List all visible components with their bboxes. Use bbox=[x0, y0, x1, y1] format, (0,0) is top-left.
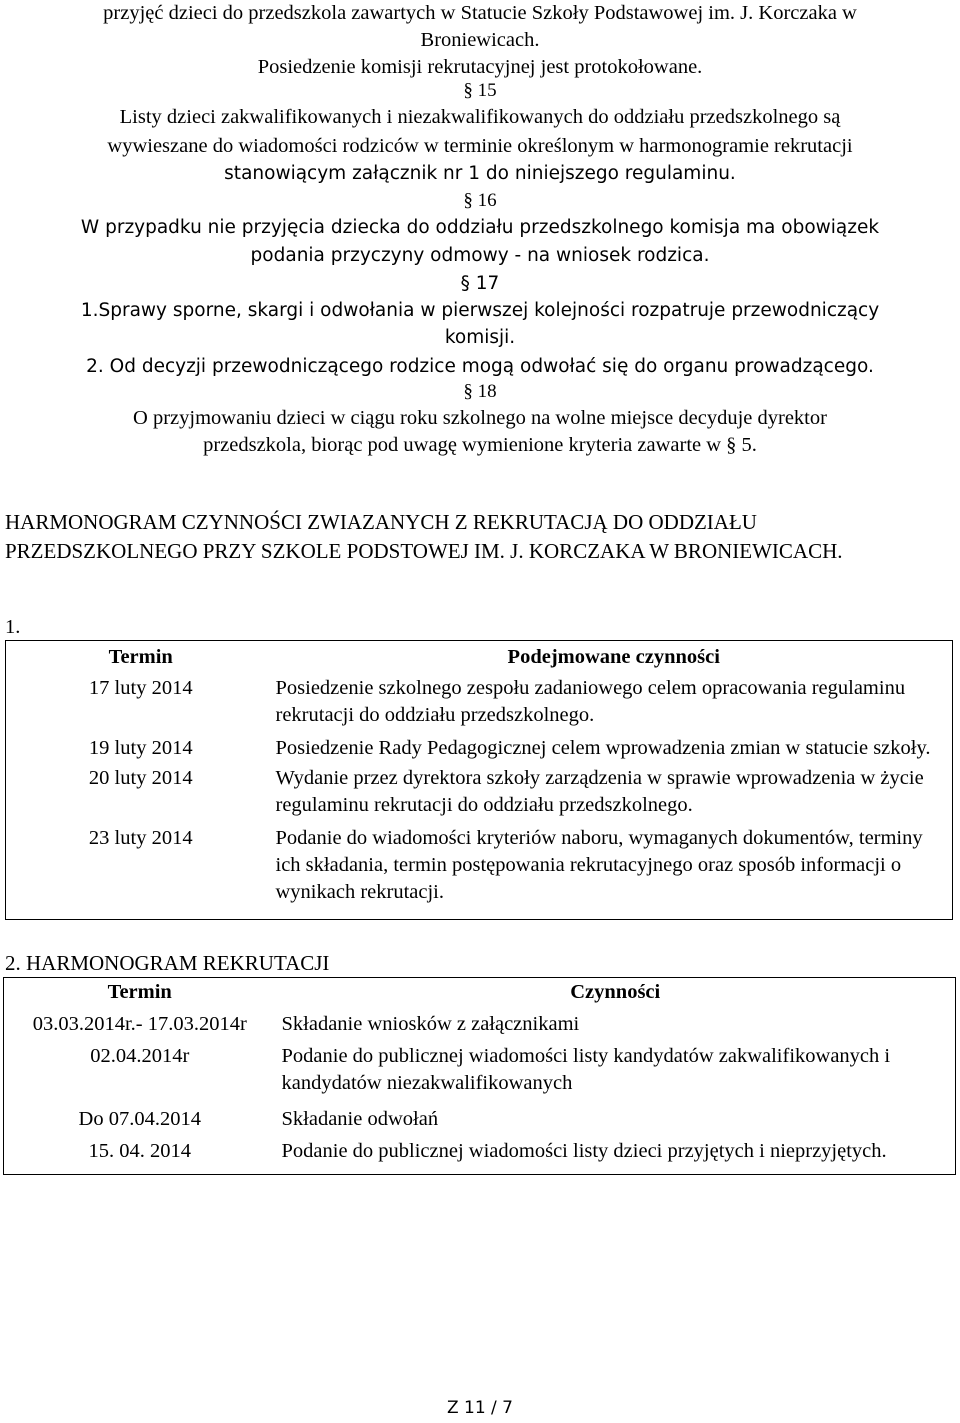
table-row bbox=[4, 1043, 956, 1106]
term-cell: 23 luty 2014 bbox=[88, 827, 193, 850]
section-16-line-2: podania przyczyny odmowy - na wniosek rodzica. bbox=[250, 245, 710, 266]
term-cell: 19 luty 2014 bbox=[88, 736, 193, 759]
section-17-line-2: komisji. bbox=[444, 327, 516, 348]
action-cell: Składanie odwołań bbox=[281, 1107, 439, 1130]
rekrutacja-table bbox=[3, 977, 956, 1175]
page-number: Z 11 / 7 bbox=[446, 1398, 514, 1418]
intro-line-3: Posiedzenie komisji rekrutacyjnej jest protokołowane. bbox=[257, 56, 703, 78]
action-cell: Posiedzenie Rady Pedagogicznej celem wprowadzenia zmian w statucie szkoły. bbox=[275, 736, 931, 759]
action-cell: Podanie do wiadomości kryteriów naboru, wymaganych dokumentów, terminy ich składania, termin postępowania rekrutacyjnego oraz sposób informacji o wynikach rekrutacji. bbox=[275, 827, 923, 904]
table-row bbox=[6, 735, 953, 765]
section-16-line-1: W przypadku nie przyjęcia dziecka do oddziału przedszkolnego komisja ma obowiązek bbox=[80, 217, 880, 238]
column-header-action: Czynności bbox=[570, 981, 661, 1003]
action-cell: Składanie wniosków z załącznikami bbox=[281, 1012, 580, 1035]
action-cell: Posiedzenie szkolnego zespołu zadaniowego celem opracowania regulaminu rekrutacji do oddziału przedszkolnego. bbox=[275, 676, 906, 726]
term-cell: 20 luty 2014 bbox=[88, 766, 193, 789]
intro-line-2: Broniewicach. bbox=[420, 29, 540, 51]
table-row bbox=[6, 675, 953, 735]
action-cell: Podanie do publicznej wiadomości listy dzieci przyjętych i nieprzyjętych. bbox=[281, 1139, 887, 1162]
section-18-line-2: przedszkola, biorąc pod uwagę wymienione kryteria zawarte w § 5. bbox=[203, 434, 757, 456]
harmonogram-number: 1. bbox=[5, 616, 21, 638]
section-15-mark: § 15 bbox=[463, 80, 497, 101]
section-17-line-1: 1.Sprawy sporne, skargi i odwołania w pierwszej kolejności rozpatruje przewodniczący bbox=[80, 300, 880, 321]
section-15-line-1: Listy dzieci zakwalifikowanych i niezakwalifikowanych do oddziału przedszkolnego są bbox=[119, 106, 841, 128]
section-15-line-3: stanowiącym załącznik nr 1 do niniejszego regulaminu. bbox=[224, 163, 736, 184]
table-row bbox=[6, 825, 953, 919]
table-row bbox=[4, 1106, 956, 1138]
rekrutacja-heading: 2. HARMONOGRAM REKRUTACJI bbox=[5, 951, 330, 975]
table-row bbox=[4, 1011, 956, 1043]
table-header-row bbox=[6, 641, 953, 675]
section-15-line-2: wywieszane do wiadomości rodziców w terminie określonym w harmonogramie rekrutacji bbox=[107, 135, 853, 157]
section-17-mark: § 17 bbox=[460, 273, 500, 294]
term-cell: 02.04.2014r bbox=[90, 1044, 190, 1067]
table-row bbox=[4, 1138, 956, 1175]
column-header-term: Termin bbox=[107, 981, 172, 1003]
harmonogram-heading: HARMONOGRAM CZYNNOŚCI ZWIAZANYCH Z REKRUTACJĄ DO ODDZIAŁU PRZEDSZKOLNEGO PRZY SZKOLE PODSTOWEJ IM. J. KORCZAKA W BRONIEWICACH. bbox=[5, 510, 843, 563]
harmonogram-table bbox=[5, 640, 953, 920]
term-cell: 03.03.2014r.- 17.03.2014r bbox=[32, 1012, 247, 1035]
section-18-mark: § 18 bbox=[463, 381, 497, 402]
section-17-line-3: 2. Od decyzji przewodniczącego rodzice mogą odwołać się do organu prowadzącego. bbox=[86, 356, 874, 377]
column-header-action: Podejmowane czynności bbox=[507, 646, 720, 668]
action-cell: Podanie do publicznej wiadomości listy kandydatów zakwalifikowanych i kandydatów niezakwalifikowanych bbox=[281, 1044, 891, 1094]
section-18-line-1: O przyjmowaniu dzieci w ciągu roku szkolnego na wolne miejsce decyduje dyrektor bbox=[133, 407, 827, 429]
action-cell: Wydanie przez dyrektora szkoły zarządzenia w sprawie wprowadzenia w życie regulaminu rekrutacji do oddziału przedszkolnego. bbox=[275, 766, 924, 816]
term-cell: 17 luty 2014 bbox=[88, 676, 193, 699]
term-cell: Do 07.04.2014 bbox=[78, 1107, 201, 1130]
section-16-mark: § 16 bbox=[463, 190, 497, 211]
table-row bbox=[6, 765, 953, 825]
column-header-term: Termin bbox=[108, 646, 173, 668]
term-cell: 15. 04. 2014 bbox=[88, 1139, 191, 1162]
table-header-row bbox=[4, 978, 956, 1011]
intro-line-1: przyjęć dzieci do przedszkola zawartych w Statucie Szkoły Podstawowej im. J. Korczaka w bbox=[103, 2, 857, 24]
